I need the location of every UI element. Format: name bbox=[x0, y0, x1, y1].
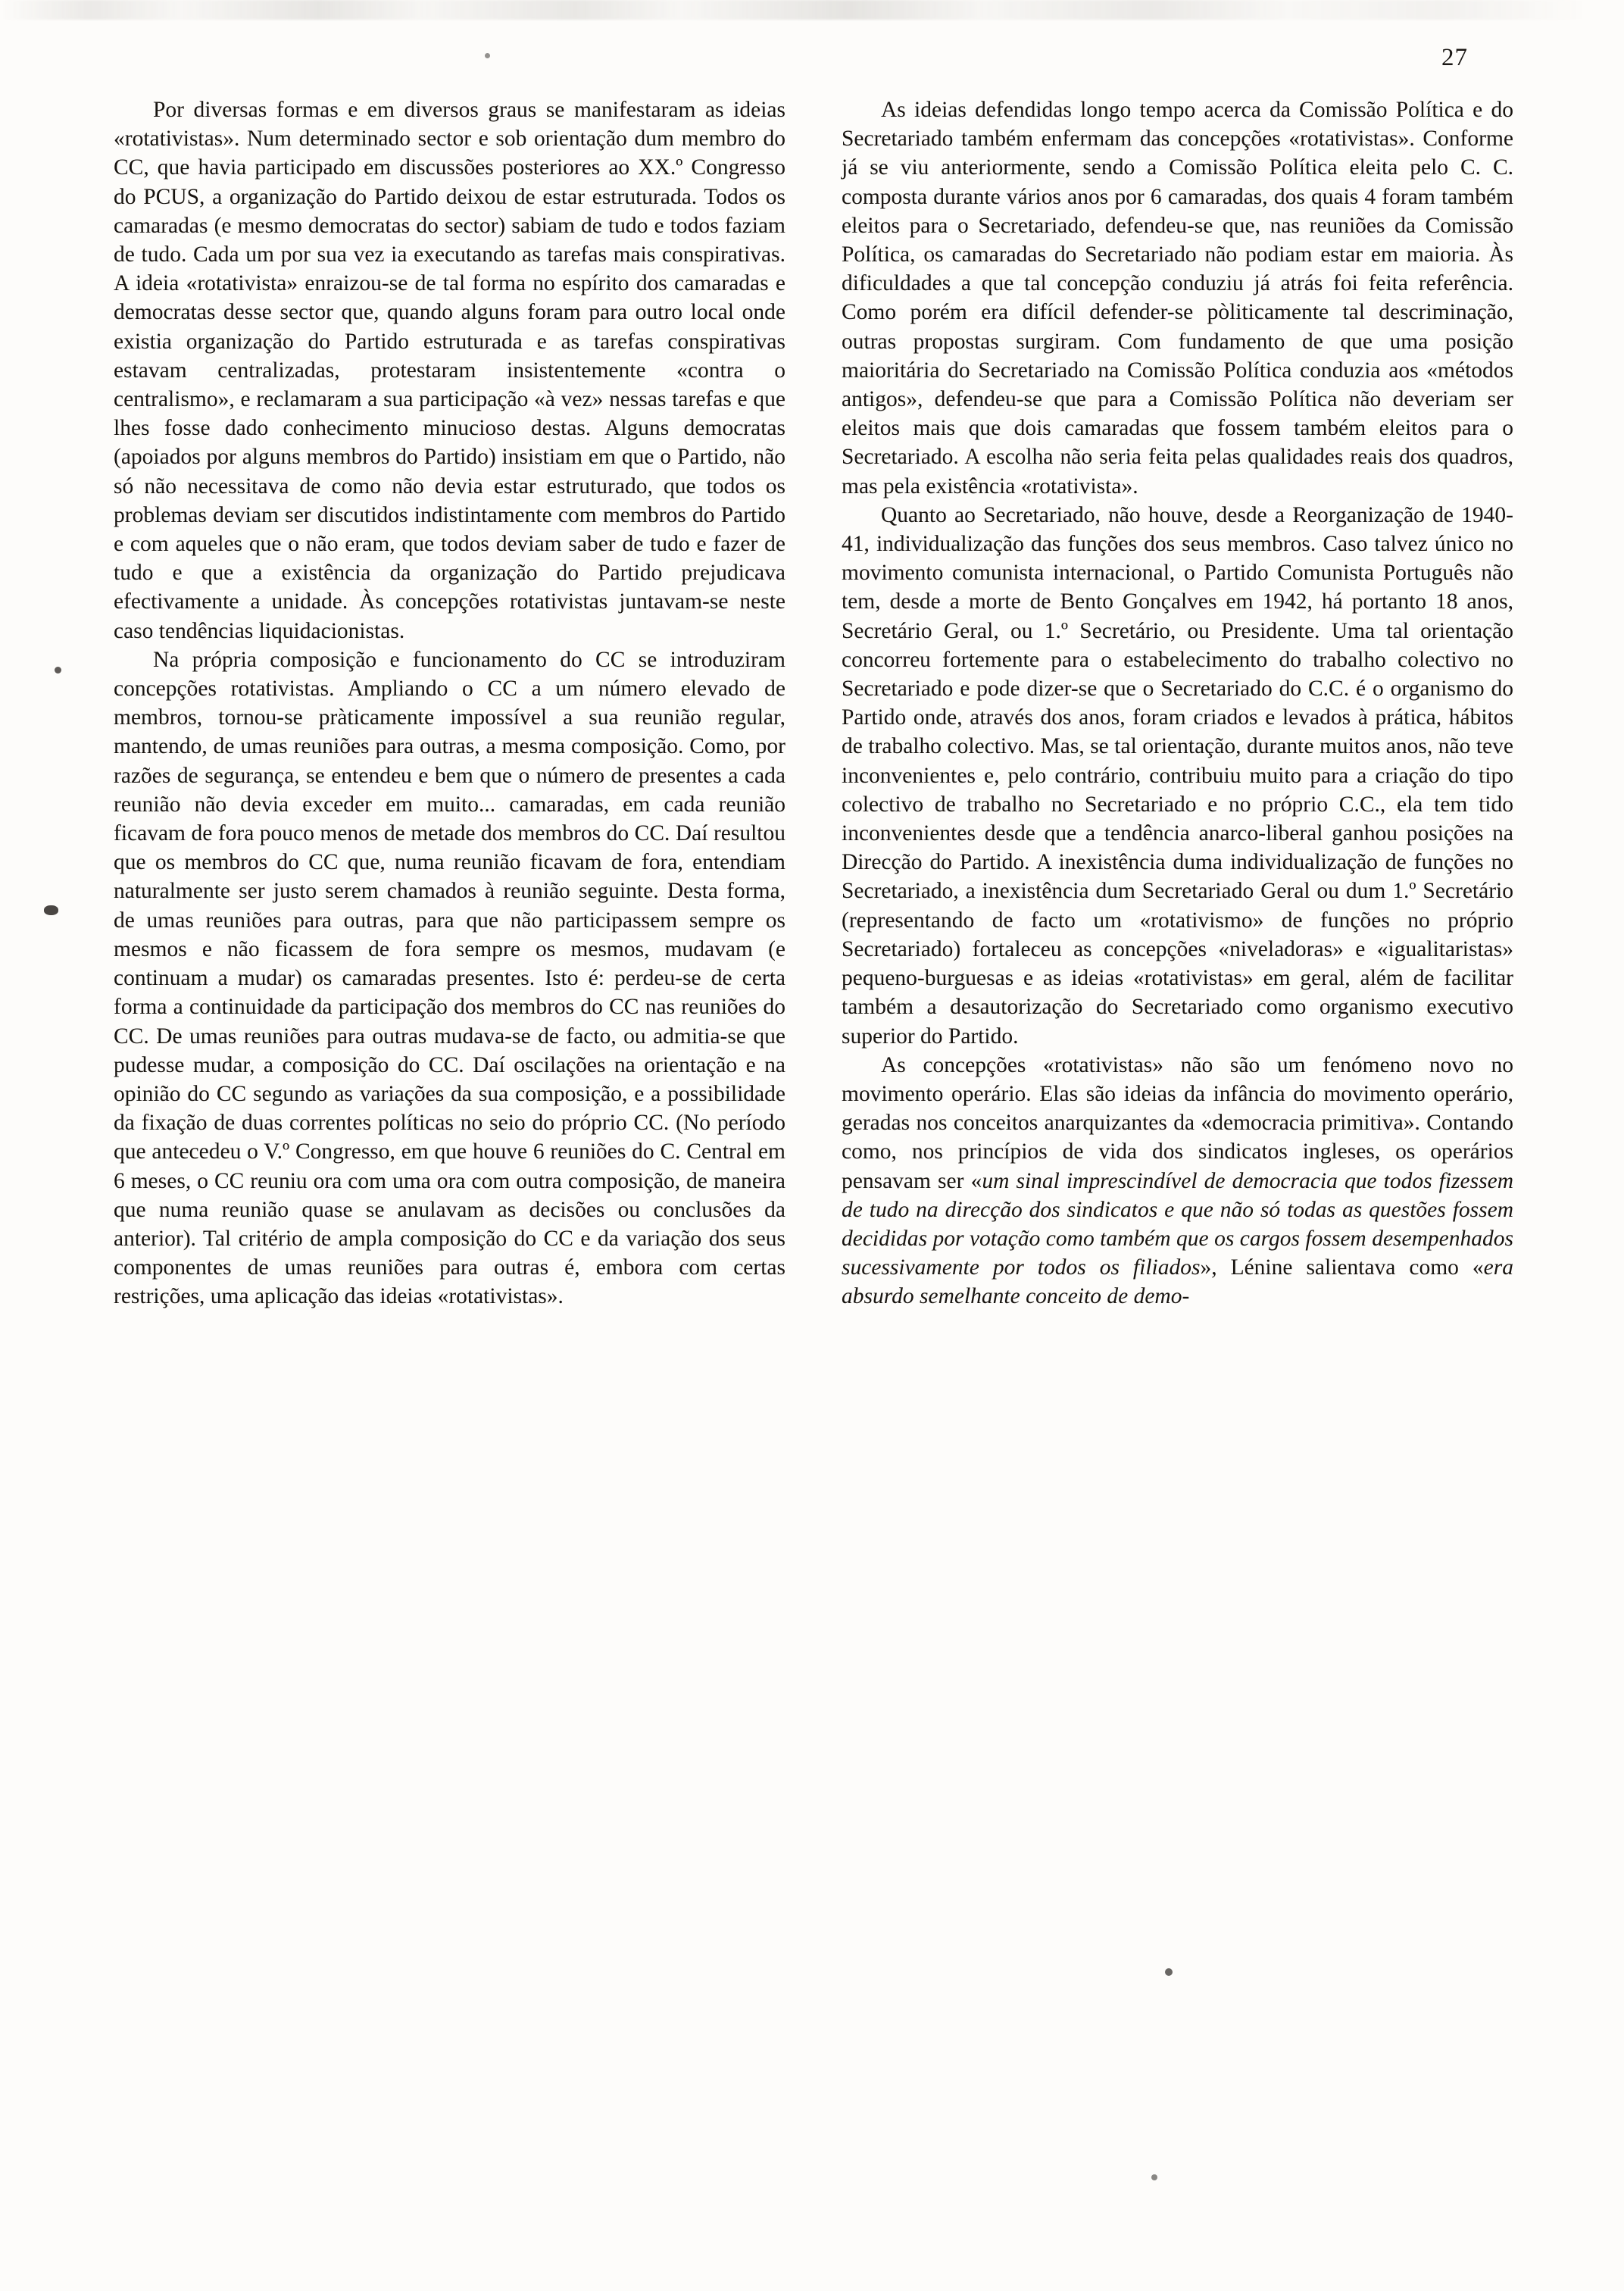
paragraph-with-quotation: As concepções «rotativistas» não são um fenómeno novo no movimento operário. Elas são ideias da infância do movimento operário, geradas nos conceitos anarquizantes da «democracia primitiva». Contando como, nos princípios de vida dos sindicatos ingleses, os operários pensavam ser «um sinal imprescindível de democracia que todos fizessem de tudo na direcção dos sindicatos e que não só todas as questões fossem decididas por votação como também que os cargos fossem desempenhados sucessivamente por todos os filiados», Lénine salientava como «era absurdo semelhante conceito de demo- bbox=[842, 1052, 1514, 1309]
paragraph: Na própria composição e funcionamento do CC se introduziram concepções rotativistas. Ampliando o CC a um número elevado de membros, tornou-se pràticamente impossível a sua reunião regular, mantendo, de umas reuniões para outras, a mesma composição. Como, por razões de segurança, se entendeu e bem que o número de presentes a cada reunião não devia exceder em muito... camaradas, em cada reunião ficavam de fora pouco menos de metade dos membros do CC. Daí resultou que os membros do CC que, numa reunião ficavam de fora, entendiam naturalmente ser justo serem chamados à reunião seguinte. Desta forma, de umas reuniões para outras, para que não participassem sempre os mesmos e não ficassem de fora sempre os mesmos, mudavam (e continuam a mudar) os camaradas presentes. Isto é: perdeu-se de certa forma a continuidade da participação dos membros do CC nas reuniões do CC. De umas reuniões para outras mudava-se de facto, ou admitia-se que pudesse mudar, a composição do CC. Daí oscilações na orientação e na opinião do CC segundo as variações da sua composição, e a possibilidade da fixação de duas correntes políticas no seio do próprio CC. (No período que antecedeu o V.º Congresso, em que houve 6 reuniões do C. Central em 6 meses, o CC reuniu ora com uma ora com outra composição, de maneira que numa reunião quase se anulavam as decisões ou conclusões da anterior). Tal critério de ampla composição do CC e da variação dos seus componentes de umas reuniões para outras é, embora com certas restrições, uma aplicação das ideias «rotativistas». bbox=[114, 647, 785, 1309]
page-number: 27 bbox=[1441, 44, 1468, 71]
quoted-text: um sinal imprescindível de democracia que todos fizessem de tudo na direcção dos sindicatos e que não só todas as questões fossem decididas por votação como também que os cargos fossem desempenhados sucessivamente por todos os filiados bbox=[842, 1168, 1514, 1280]
scan-speck bbox=[1151, 2174, 1157, 2180]
quoted-text: era absurdo semelhante conceito de demo- bbox=[842, 1255, 1513, 1309]
paragraph: Por diversas formas e em diversos graus se manifestaram as ideias «rotativistas». Num determinado sector e sob orientação dum membro do CC, que havia participado em discussões posteriores ao XX.º Congresso do PCUS, a organização do Partido deixou de estar estruturada. Todos os camaradas (e mesmo democratas do sector) sabiam de tudo e todos faziam de tudo. Cada um por sua vez ia executando as tarefas mais conspirativas. A ideia «rotativista» enraizou-se de tal forma no espírito dos camaradas e democratas desse sector que, quando alguns foram para outro local onde existia organização do Partido estruturada e as tarefas conspirativas estavam centralizadas, protestaram insistentemente «contra o centralismo», e reclamaram a sua participação «à vez» nessas tarefas e que lhes fosse dado conhecimento minucioso destas. Alguns democratas (apoiados por alguns membros do Partido) insistiam em que o Partido, não só não necessitava de como não devia estar estruturado, que todos os problemas deviam ser discutidos indistintamente com membros do Partido e com aqueles que o não eram, que todos deviam saber de tudo e fazer de tudo e que a existência da organização do Partido prejudicava efectivamente a unidade. Às concepções rotativistas juntavam-se neste caso tendências liquidacionistas. bbox=[114, 98, 785, 643]
text-body bbox=[114, 95, 1513, 1311]
right-column bbox=[842, 95, 1513, 1311]
paragraph: Quanto ao Secretariado, não houve, desde a Reorganização de 1940-41, individualização das funções dos seus membros. Caso talvez único no movimento comunista internacional, o Partido Comunista Português não tem, desde a morte de Bento Gonçalves em 1942, há portanto 18 anos, Secretário Geral, ou 1.º Secretário, ou Presidente. Uma tal orientação concorreu fortemente para o estabelecimento do trabalho colectivo no Secretariado e pode dizer-se que o Secretariado do C.C. é o organismo do Partido onde, através dos anos, foram criados e levados à prática, hábitos de trabalho colectivo. Mas, se tal orientação, durante muitos anos, não teve inconvenientes e, pelo contrário, contribuiu muito para a criação do tipo colectivo de trabalho no Secretariado e no próprio C.C., ela tem tido inconvenientes desde que a tendência anarco-liberal ganhou posições na Direcção do Partido. A inexistência duma individualização de funções no Secretariado, a inexistência dum Secretariado Geral ou dum 1.º Secretário (representando de facto um «rotativismo» de funções no próprio Secretariado) fortaleceu as concepções «niveladoras» e «igualitaristas» pequeno-burguesas e as ideias «rotativistas» em geral, além de facilitar também a desautorização do Secretariado como organismo executivo superior do Partido. bbox=[842, 502, 1513, 1049]
scan-speck bbox=[44, 905, 58, 915]
scan-artifact-top-edge bbox=[0, 0, 1624, 20]
scan-speck bbox=[55, 667, 61, 674]
left-column bbox=[114, 95, 785, 1311]
scan-speck bbox=[1165, 1968, 1173, 1976]
paragraph: As ideias defendidas longo tempo acerca da Comissão Política e do Secretariado também enfermam das concepções «rotativistas». Conforme já se viu anteriormente, sendo a Comissão Política eleita pelo C. C. composta durante vários anos por 6 camaradas, dos quais 4 foram também eleitos para o Secretariado, defendeu-se que, nas reuniões da Comissão Política, os camaradas do Secretariado não podiam estar em maioria. Às dificuldades a que tal concepção conduziu já atrás foi feita referência. Como porém era difícil defender-se pòliticamente tal descriminação, outras propostas surgiram. Com fundamento de que uma posição maioritária do Secretariado na Comissão Política conduzia aos «métodos antigos», defendeu-se que para a Comissão Política não deveriam ser eleitos mais que dois camaradas que fossem também eleitos para o Secretariado. A escolha não seria feita pelas qualidades reais dos quadros, mas pela existência «rotativista». bbox=[842, 98, 1513, 499]
scan-speck bbox=[485, 53, 490, 58]
